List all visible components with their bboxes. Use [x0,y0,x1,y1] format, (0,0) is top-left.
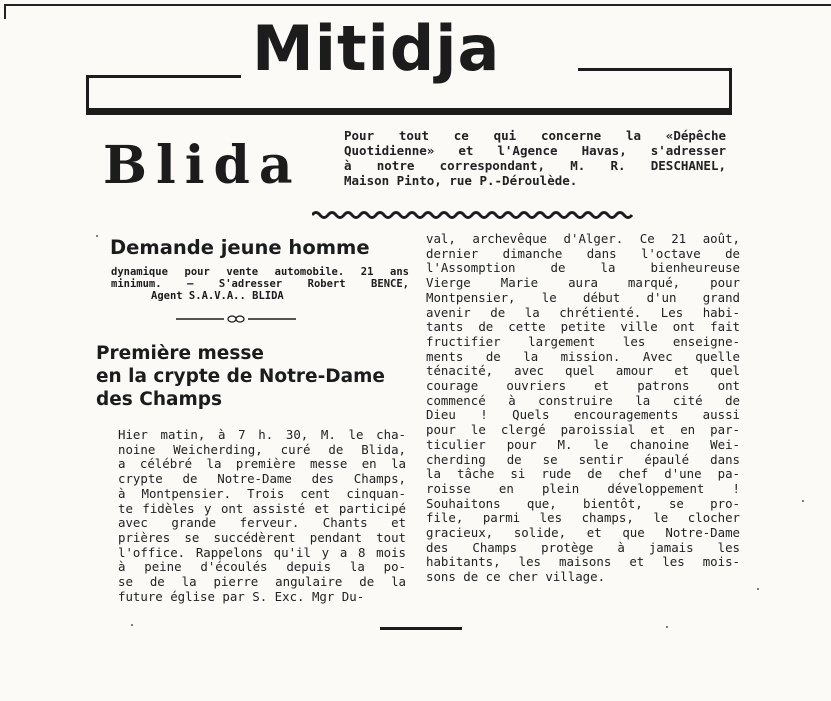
article-line: avec grande ferveur. Chants et [118,515,406,531]
article-line: la tâche si rude de chef d'une pa- [426,466,740,482]
article-line: future église par S. Exc. Mgr Du- [118,588,365,604]
clipping-edge-left [4,4,6,19]
correspondent-line: Quotidienne» et l'Agence Havas, s'adresser [344,143,726,158]
masthead-frame-right [729,68,732,110]
article-line: Hier matin, à 7 h. 30, M. le cha- [118,427,406,442]
wavy-divider [312,210,634,220]
article-line: roisse en plein développement ! [426,480,740,496]
article-line: l'Assomption de la bienheureuse [426,260,740,276]
article-line: courage ouvriers et patrons ont [426,378,740,394]
classified-body [111,266,409,302]
article-title-line: Première messe [96,343,264,364]
masthead-rule-right [578,68,732,71]
article-line: te fidèles y ont assisté et participé [118,500,406,516]
article-line: Vierge Marie aura marqué, pour [426,275,740,291]
article-line: dernier dimanche dans l'octave de [426,245,740,261]
article-line: Montpensier, le début d'un grand [426,289,740,305]
article-line: tants de cette petite ville ont fait [426,319,740,335]
article-title-line: des Champs [96,389,223,410]
article-line: val, archevêque d'Alger. Ce 21 août, [426,231,740,246]
article-line: a célébré la première messe en la [118,456,406,472]
article-line: habitants, les maisons et les mois- [426,554,740,570]
classified-heading: Demande jeune homme [110,236,370,259]
correspondent-notice [344,128,726,188]
article-line: prières se succédèrent pendant tout [118,529,406,545]
classified-line: dynamique pour vente automobile. 21 ans [111,266,409,278]
article-title [96,342,416,411]
article-line: cherding de se sentir épaulé dans [426,451,740,467]
correspondent-line: Maison Pinto, rue P.-Déroulède. [344,173,578,188]
article-title-line: en la crypte de Notre-Dame [96,366,385,387]
article-line: gracieux, solide, et que Notre-Dame [426,525,740,541]
article-line: Souhaitons que, bientôt, se pro- [426,495,740,511]
article-line: ments de la mission. Avec quelle [426,348,740,364]
correspondent-line: à notre correspondant, M. R. DESCHANEL, [344,158,726,173]
article-line: commencé à construire la cité de [426,392,740,408]
masthead-rule-left [86,75,241,78]
article-line: crypte de Notre-Dame des Champs, [118,471,406,487]
classified-separator [176,314,296,324]
article-line: l'office. Rappelons qu'il y a 8 mois [118,544,406,560]
article-line: se de la pierre angulaire de la [118,574,406,590]
article-line: avenir de la chrétienté. Les habi- [426,304,740,320]
article-line: ticulier pour M. le chanoine Wei- [426,436,740,452]
section-title: Blida [103,135,302,196]
article-line: ténacité, avec quel amour et quel [426,363,740,379]
article-line: noine Weicherding, curé de Blida, [118,441,406,457]
article-line: à Montpensier. Trois cent cinquan- [118,485,406,501]
article-line: fructifier largement les enseigne- [426,333,740,349]
classified-line: Agent S.A.V.A.. BLIDA [151,290,284,302]
end-rule [380,627,462,630]
article-line: pour le clergé paroissial et en par- [426,422,740,438]
clipping-edge-top [6,4,831,6]
classified-line: minimum. — S'adresser Robert BENCE, [111,278,409,290]
article-line: file, parmi les champs, le clocher [426,510,740,526]
article-line: sons de ce cher village. [426,569,606,585]
article-body-right-column [426,232,740,585]
article-line: des Champs protège à jamais les [426,539,740,555]
masthead-title: Mitidja [252,12,501,85]
masthead-frame-bottom [86,108,732,115]
article-line: à peine d'écoulés depuis la po- [118,559,406,575]
correspondent-line: Pour tout ce qui concerne la «Dépêche [344,128,726,143]
article-line: Dieu ! Quels encouragements aussi [426,407,740,423]
article-body-left-column [118,428,406,604]
